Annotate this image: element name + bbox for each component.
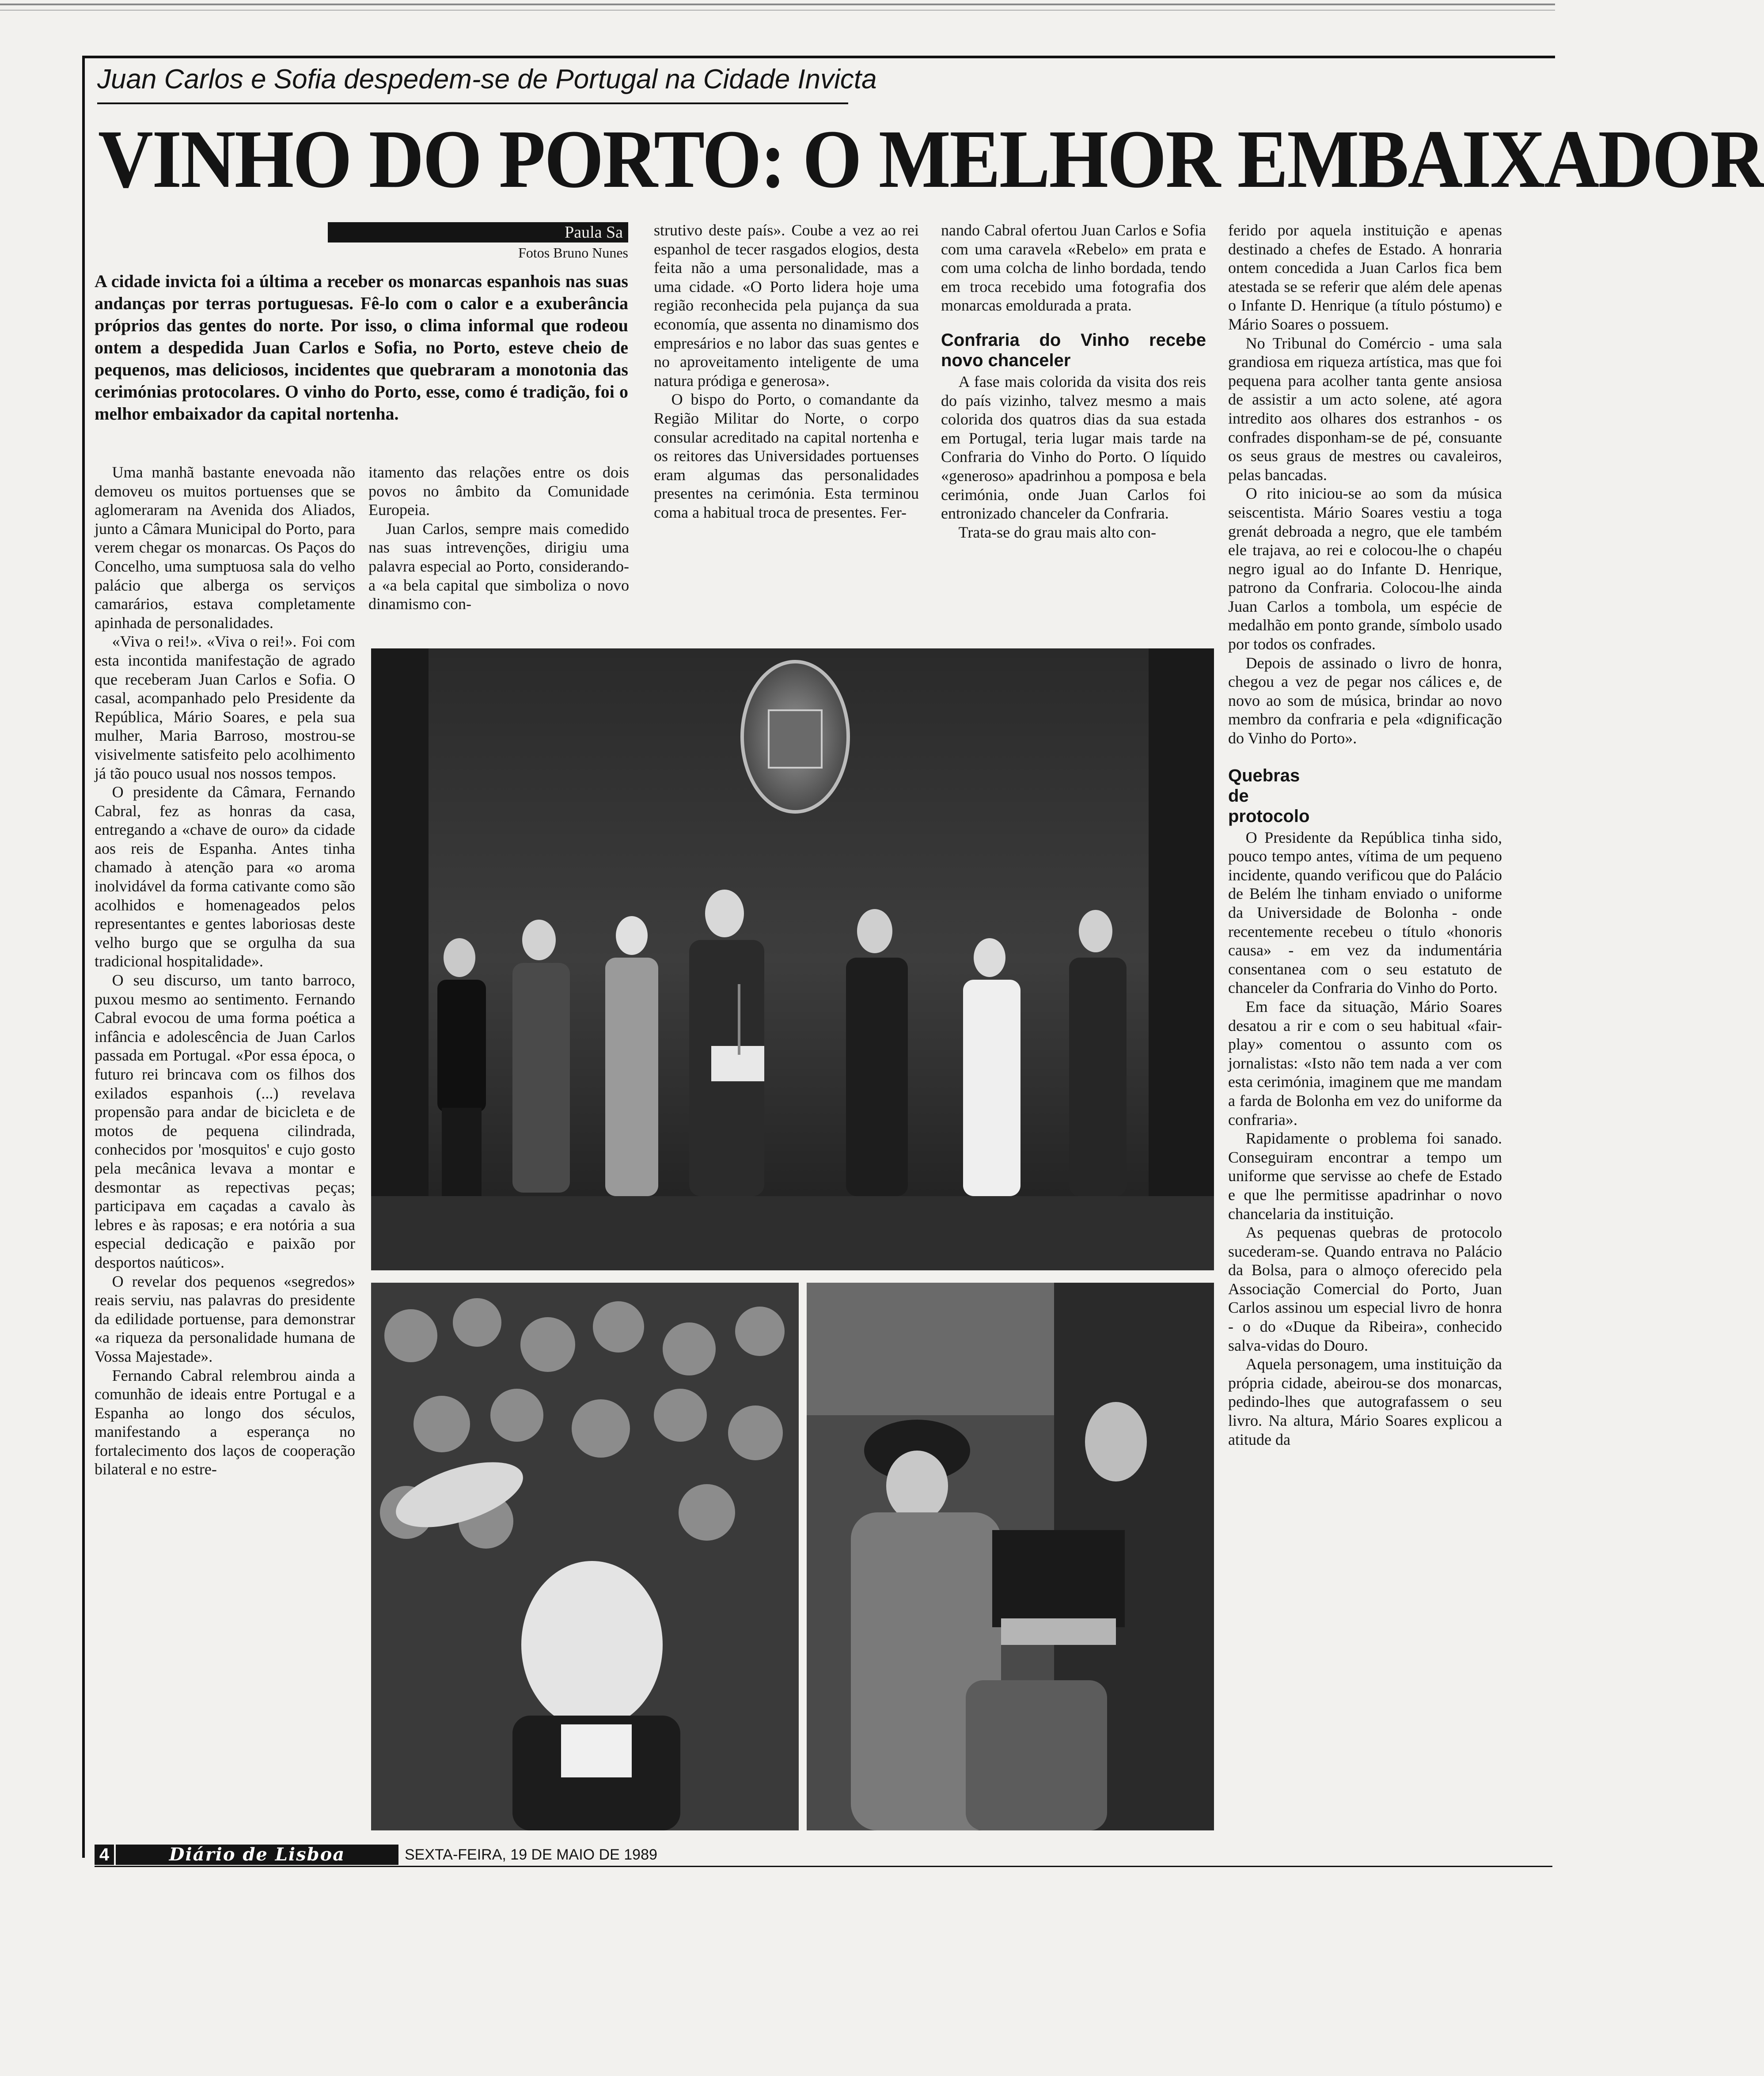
ceremony-photo-image	[807, 1283, 1214, 1830]
paragraph: nando Cabral ofertou Juan Carlos e Sofia com uma caravela «Rebelo» em prata e com uma colcha de linho bordada, tendo em troca recebido uma fotografia dos monarcas emoldurada a prata.	[941, 221, 1206, 314]
crowd-photo	[371, 1283, 799, 1830]
scan-top-rule-thin	[0, 10, 1555, 11]
text-column-3	[654, 221, 919, 640]
paragraph: Depois de assinado o livro de honra, chegou a vez de pegar nos cálices e, de novo ao som de música, brindar ao novo membro da confraria e pela «dignificação do Vinho do Porto».	[1228, 654, 1502, 747]
byline: Paula Sa	[328, 222, 628, 242]
paragraph: Trata-se do grau mais alto con-	[958, 523, 1157, 541]
page-frame-left	[82, 56, 85, 1858]
subheading-quebras: Quebras de protocolo	[1228, 765, 1310, 826]
paragraph: No Tribunal do Comércio - uma sala grandiosa em riqueza artística, mas que foi pequena para acolher tanta gente ansiosa de assistir a um acto solene, até agora intredito aos olhares dos estranhos - os confrades disponham-se de pé, consuante os seus graus de mestres ou cavaleiros, pelas bancadas.	[1228, 334, 1502, 484]
footer-rule	[95, 1866, 1552, 1867]
text-column-5	[1228, 221, 1502, 1837]
paragraph: Uma manhã bastante enevoada não demoveu os muitos portuenses que se aglomeraram na Avenida dos Aliados, junto a Câmara Municipal do Porto, para verem chegar os monarcas. Os Paços do Concelho, uma sumptuosa sala do velho palácio que alberga os serviços camarários, estava completamente apinhada de personalidades.	[95, 463, 355, 632]
paragraph: Em face da situação, Mário Soares desatou a rir e com o seu habitual «fair-play» comentou o assunto com os jornalistas: «Isto não tem nada a ver com esta cerimónia, imaginem que me mandam a farda de Bolonha em vez do uniforme da confraria».	[1228, 997, 1502, 1129]
kicker-wrap	[97, 62, 877, 97]
main-photo	[371, 648, 1214, 1270]
scan-top-rule	[0, 4, 1555, 5]
lead-paragraph: A cidade invicta foi a última a receber os monarcas espanhois nas suas andanças por terras portuguesas. Fê-lo com o calor e a exuberância próprios das gentes do norte. Por isso, o clima informal que rodeou ontem a despedida Juan Carlos e Sofia, no Porto, esteve cheio de pequenos, mas deliciosos, incidentes que quebraram a monotonia das cerimónias protocolares. O vinho do Porto, esse, como é tradição, foi o melhor embaixador da capital nortenha.	[95, 271, 628, 424]
paragraph: O Presidente da República tinha sido, pouco tempo antes, vítima de um pequeno incidente, quando verificou que do Palácio de Belém lhe tinham enviado o uniforme da Universidade de Bolonha - onde recentemente recebeu o título «honoris causa» - em vez da indumentária consentanea com o seu estatuto de chanceler da Confraria do Vinho do Porto.	[1228, 828, 1502, 997]
photo-credit: Fotos Bruno Nunes	[518, 245, 628, 261]
masthead-logo: Diário de Lisboa	[116, 1845, 398, 1865]
paragraph: Aquela personagem, uma instituição da própria cidade, abeirou-se dos monarcas, pedindo-lhes que autografassem o seu livro. Na altura, Mário Soares explicou a atitude da	[1228, 1355, 1502, 1448]
text-column-2	[368, 463, 629, 640]
paragraph: «Viva o rei!». «Viva o rei!». Foi com esta incontida manifestação de agrado que receberam Juan Carlos e Sofia. O casal, acompanhado pelo Presidente da República, Mário Soares, e pela sua mulher, Maria Barroso, mostrou-se visivelmente satisfeito pelo acolhimento já tão pouco usual nos nossos tempos.	[95, 633, 355, 782]
paragraph: A fase mais colorida da visita dos reis do país vizinho, talvez mesmo a mais colorida dos quatros dias da sua estada em Portugal, teria lugar mais tarde na Confraria do Vinho do Porto. O líquido «generoso» apadrinhou a pomposa e bela cerimónia, onde Juan Carlos foi entronizado chanceler da Confraria.	[941, 372, 1206, 523]
ceremony-photo	[807, 1283, 1214, 1830]
subheading-confraria: Confraria do Vinho recebe novo chanceler	[941, 330, 1206, 370]
page-frame-top	[82, 56, 1555, 58]
kicker-rule	[97, 102, 848, 104]
kicker: Juan Carlos e Sofia despedem-se de Portugal na Cidade Invicta	[97, 64, 877, 95]
text-column-4	[941, 221, 1206, 640]
crowd-photo-image	[371, 1283, 799, 1830]
main-photo-image	[371, 648, 1214, 1270]
paragraph: As pequenas quebras de protocolo sucederam-se. Quando entrava no Palácio da Bolsa, para o almoço oferecido pela Associação Comercial do Porto, Juan Carlos assinou um especial livro de honra - o do «Duque da Ribeira», conhecido salva-vidas do Douro.	[1228, 1224, 1502, 1354]
page-number: 4	[95, 1845, 114, 1865]
issue-date: SEXTA-FEIRA, 19 DE MAIO DE 1989	[405, 1846, 657, 1863]
paragraph: O presidente da Câmara, Fernando Cabral, fez as honras da casa, entregando a «chave de ouro» da cidade aos reis de Espanha. Antes tinha chamado à atenção para «o aroma inolvidável da forma cativante como são acolhidos e homenageados pelos representantes e gentes laboriosas deste velho burgo que se orgulha da sua tradicional hospitalidade».	[95, 783, 355, 970]
paragraph: Rapidamente o problema foi sanado. Conseguiram encontrar a tempo um uniforme que servisse ao chefe de Estado e que lhe permitisse apadrinhar o novo chancelaria da instituição.	[1228, 1129, 1502, 1223]
paragraph: O bispo do Porto, o comandante da Região Militar do Norte, o corpo consular acreditado na capital nortenha e os reitores das Universidades portuenses eram algumas das personalidades presentes na cerimónia. Esta terminou coma a habitual troca de presentes. Fer-	[654, 390, 919, 521]
paragraph: O revelar dos pequenos «segredos» reais serviu, nas palavras do presidente da edilidade portuense, para demonstrar «a riqueza da personalidade humana de Vossa Majestade».	[95, 1272, 355, 1365]
paragraph: strutivo deste país». Coube a vez ao rei espanhol de tecer rasgados elogios, desta feita não a uma personalidade, mas a uma cidade. «O Porto lidera hoje uma região reconhecida pela pujança da sua economía, que assenta no dinamismo dos empresários e no labor das suas gentes e no aproveitamento inteligente de uma natura pródiga e generosa».	[654, 221, 919, 390]
paragraph: itamento das relações entre os dois povos no âmbito da Comunidade Europeia.	[368, 463, 629, 519]
paragraph: O seu discurso, um tanto barroco, puxou mesmo ao sentimento. Fernando Cabral evocou de uma forma poética a infância e adolescência de Juan Carlos passada em Portugal. «Por essa época, o futuro rei brincava com os filhos dos exilados espanhois (...) revelava propensão para andar de bicicleta e de motos de pequena cilindrada, conhecidos por 'mosquitos' e cujo gosto pela mecânica levava a montar e desmontar as repectivas peças; participava em caçadas a cavalo às lebres e às raposas; e era notória a sua especial dedicação e paixão por desportos naúticos».	[95, 971, 355, 1271]
paragraph: Fernando Cabral relembrou ainda a comunhão de ideais entre Portugal e a Espanha ao longo dos séculos, manifestando a esperança no fortalecimento dos laços de cooperação bilateral e no estre-	[95, 1366, 355, 1478]
headline: VINHO DO PORTO: O MELHOR EMBAIXADOR	[98, 113, 1764, 205]
paragraph: Juan Carlos, sempre mais comedido nas suas intrevenções, dirigiu uma palavra especial ao Porto, considerando-a «a bela capital que simboliza o novo dinamismo con-	[368, 519, 629, 613]
text-column-1	[95, 463, 355, 1788]
paragraph: O rito iniciou-se ao som da música seiscentista. Mário Soares vestiu a toga grenát debroada a negro, que ele também ele trajava, ao rei e colocou-lhe o chapéu negro igual ao do Infante D. Henrique, patrono da Confraria. Colocou-lhe ainda Juan Carlos a tombola, um espécie de medalhão em ponto grande, símbolo usado por todos os confrades.	[1228, 485, 1502, 653]
paragraph: ferido por aquela instituição e apenas destinado a chefes de Estado. A honraria ontem concedida a Juan Carlos fica bem atestada se se referir que além dele apenas o Infante D. Henrique (a título póstumo) e Mário Soares o possuem.	[1228, 221, 1502, 333]
